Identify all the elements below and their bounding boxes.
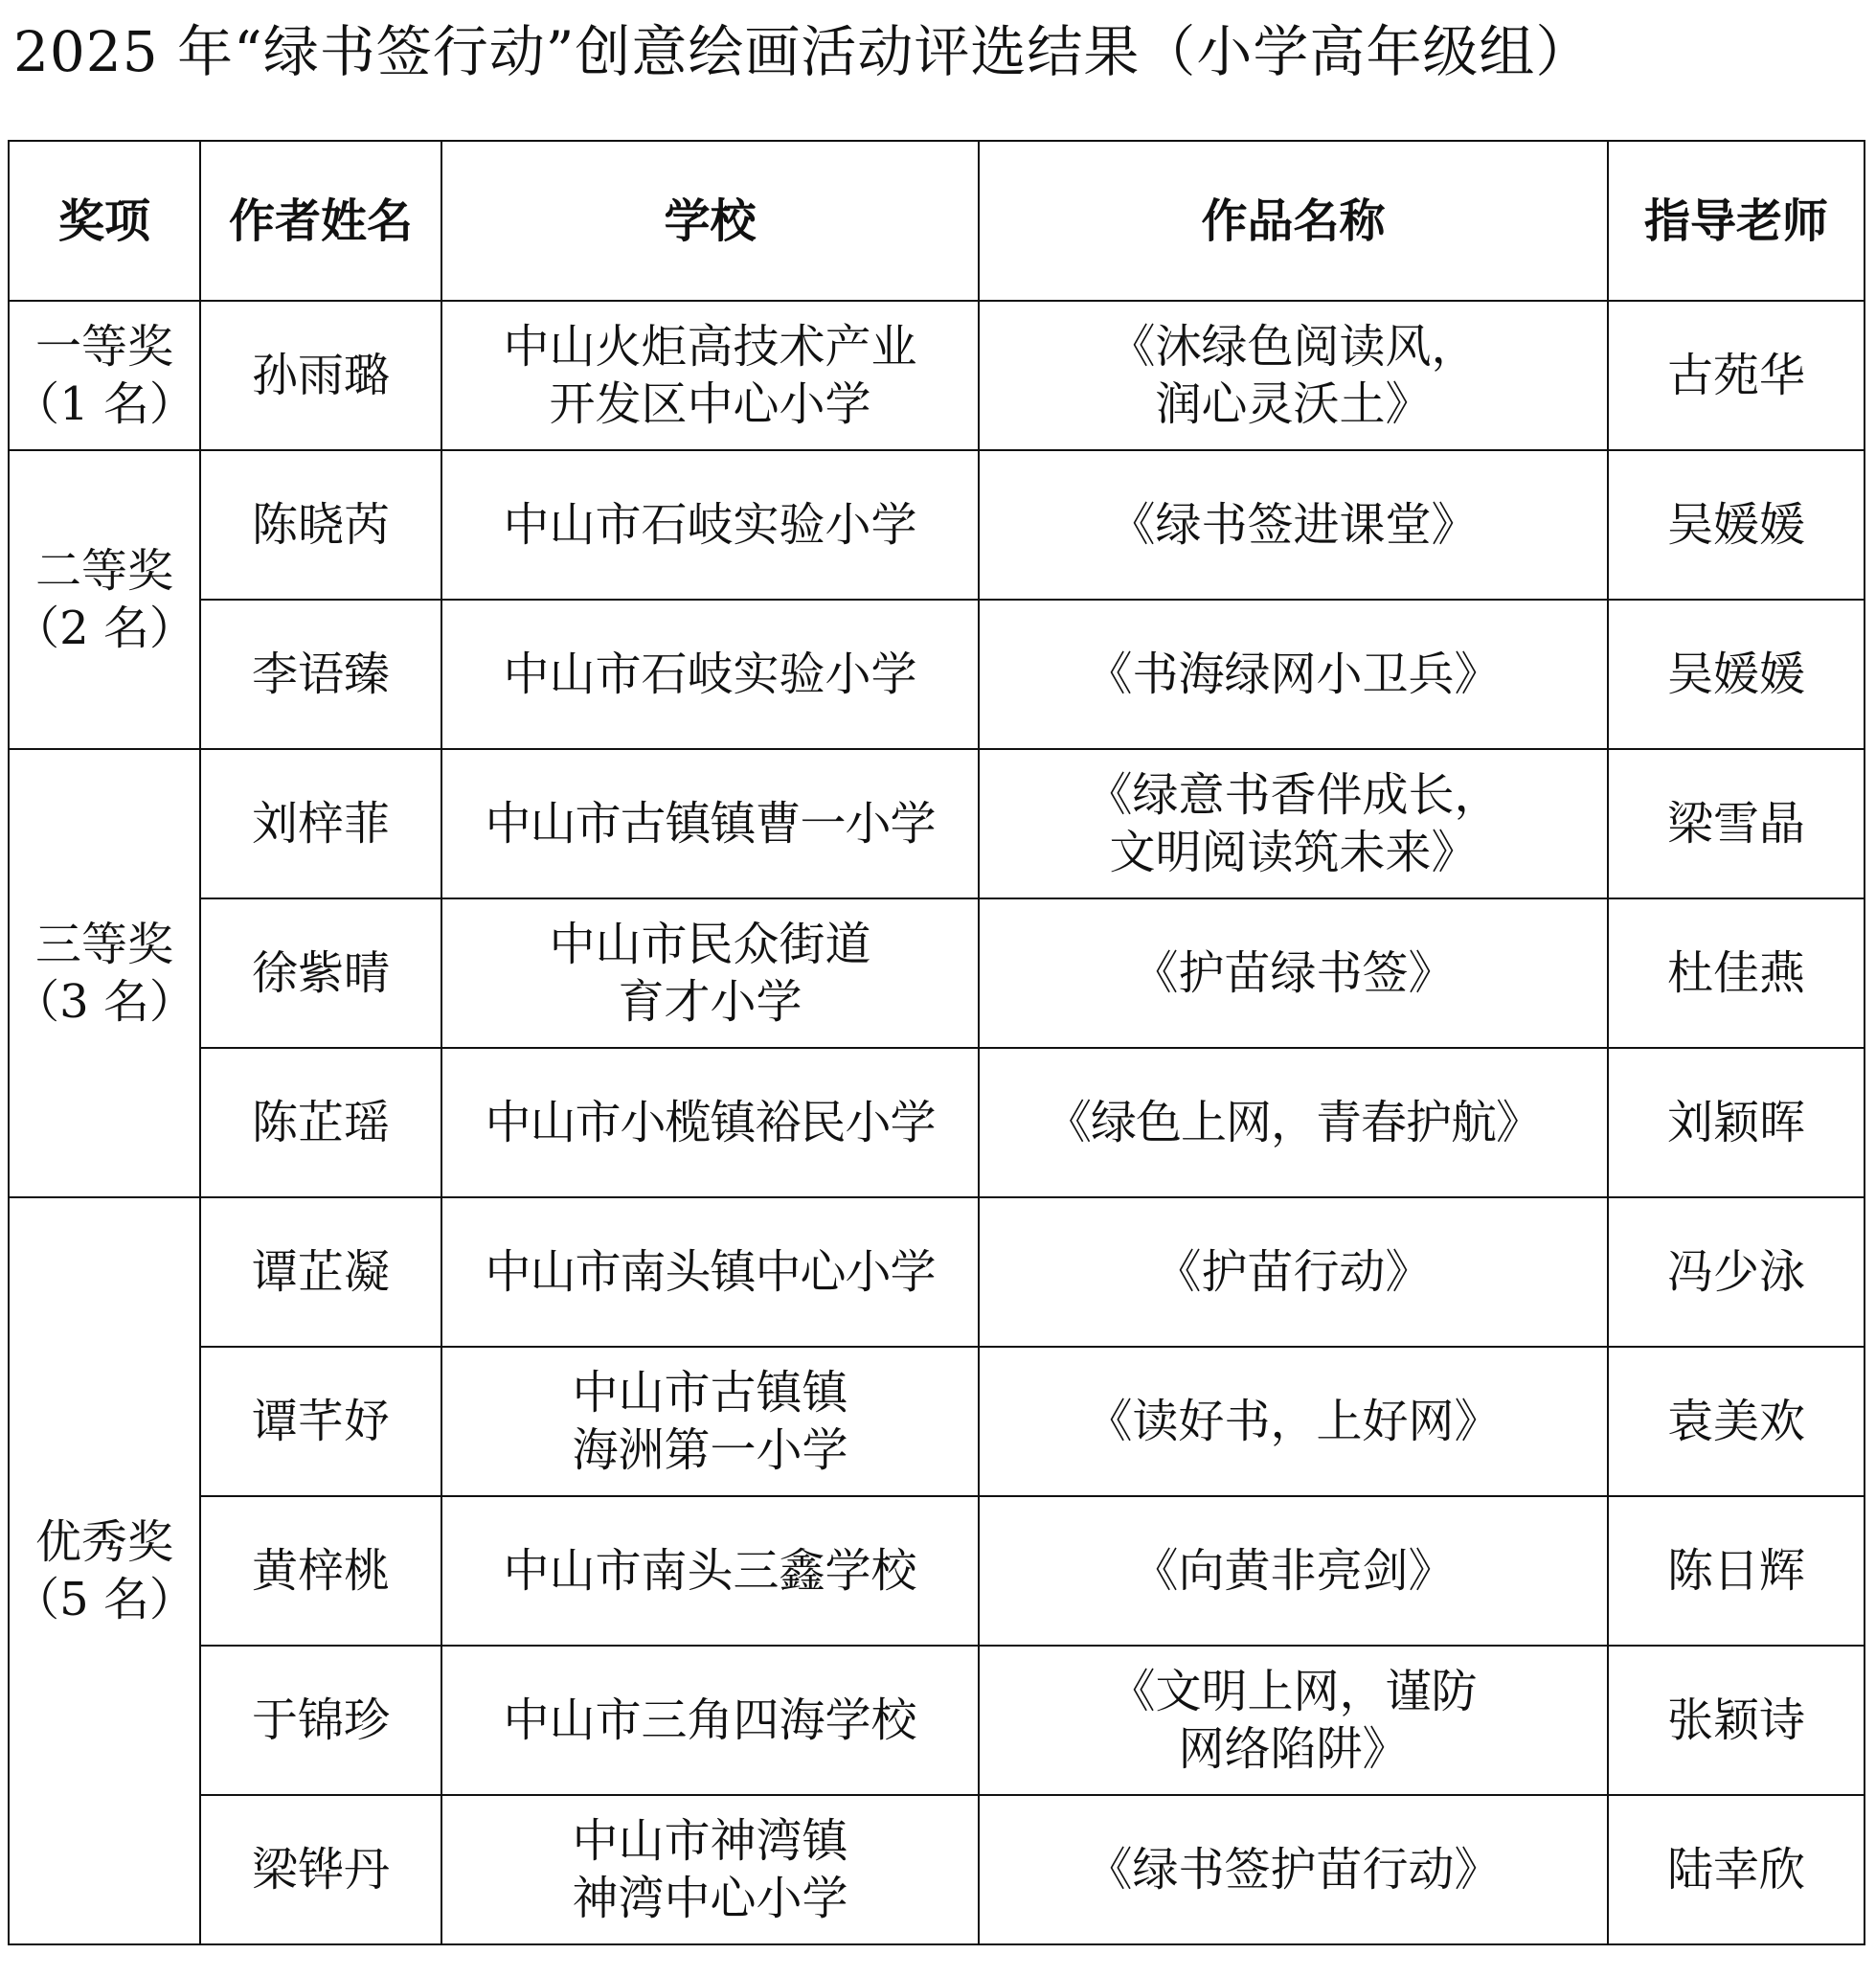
table-row	[9, 1496, 1865, 1646]
school-line: 中山市民众街道	[549, 918, 871, 971]
work-line: 《沐绿色阅读风，	[1109, 320, 1478, 374]
table-row	[9, 898, 1865, 1048]
award-count: （3 名）	[13, 975, 195, 1029]
work-cell	[979, 1646, 1608, 1795]
school-line: 开发区中心小学	[549, 377, 871, 431]
award-count: （2 名）	[13, 602, 195, 655]
table-row	[9, 1646, 1865, 1795]
award-second	[9, 450, 200, 749]
author-cell: 于锦珍	[200, 1646, 441, 1795]
school-line: 中山市南头三鑫学校	[503, 1544, 917, 1598]
school-cell	[441, 1197, 979, 1347]
work-line: 网络陷阱》	[1178, 1722, 1409, 1776]
award-excellence	[9, 1197, 200, 1944]
school-line: 中山市石岐实验小学	[503, 648, 917, 701]
header-author: 作者姓名	[200, 141, 441, 301]
author-cell: 陈芷瑶	[200, 1048, 441, 1197]
work-line: 《护苗行动》	[1155, 1245, 1432, 1299]
table-row	[9, 450, 1865, 600]
table-row	[9, 749, 1865, 898]
school-line: 中山市神湾镇	[572, 1814, 848, 1868]
school-line: 育才小学	[618, 975, 802, 1029]
school-cell	[441, 1347, 979, 1496]
school-line: 中山市古镇镇曹一小学	[485, 797, 936, 851]
school-line: 神湾中心小学	[572, 1872, 848, 1925]
header-teacher: 指导老师	[1608, 141, 1865, 301]
header-work: 作品名称	[979, 141, 1608, 301]
teacher-cell: 吴媛媛	[1608, 450, 1865, 600]
work-cell	[979, 1347, 1608, 1496]
award-name: 三等奖	[34, 918, 173, 971]
author-cell: 徐紫晴	[200, 898, 441, 1048]
award-name: 二等奖	[34, 544, 173, 598]
work-line: 《绿意书香伴成长，	[1086, 768, 1501, 822]
work-cell	[979, 1197, 1608, 1347]
school-cell	[441, 898, 979, 1048]
award-name: 优秀奖	[34, 1515, 173, 1569]
page-title: 2025 年“绿书签行动”创意绘画活动评选结果（小学高年级组）	[13, 19, 1593, 84]
work-line: 《读好书，上好网》	[1086, 1395, 1501, 1448]
work-cell	[979, 450, 1608, 600]
teacher-cell: 张颖诗	[1608, 1646, 1865, 1795]
award-name: 一等奖	[34, 320, 173, 374]
author-cell: 刘梓菲	[200, 749, 441, 898]
work-cell	[979, 898, 1608, 1048]
table-row	[9, 1795, 1865, 1944]
work-cell	[979, 301, 1608, 450]
author-cell: 谭芊妤	[200, 1347, 441, 1496]
school-cell	[441, 1795, 979, 1944]
teacher-cell: 冯少泳	[1608, 1197, 1865, 1347]
author-cell: 黄梓桃	[200, 1496, 441, 1646]
school-cell	[441, 749, 979, 898]
school-line: 海洲第一小学	[572, 1423, 848, 1477]
work-line: 《绿书签护苗行动》	[1086, 1843, 1501, 1897]
teacher-cell: 古苑华	[1608, 301, 1865, 450]
author-cell: 谭芷凝	[200, 1197, 441, 1347]
school-cell	[441, 1646, 979, 1795]
teacher-cell: 吴媛媛	[1608, 600, 1865, 749]
school-line: 中山市南头镇中心小学	[485, 1245, 936, 1299]
author-cell: 孙雨璐	[200, 301, 441, 450]
table-row	[9, 301, 1865, 450]
work-cell	[979, 600, 1608, 749]
school-cell	[441, 600, 979, 749]
table-row	[9, 1347, 1865, 1496]
results-table	[8, 140, 1865, 1945]
header-school: 学校	[441, 141, 979, 301]
teacher-cell: 刘颖晖	[1608, 1048, 1865, 1197]
school-line: 中山市小榄镇裕民小学	[485, 1096, 936, 1149]
table-row	[9, 1197, 1865, 1347]
table-row	[9, 1048, 1865, 1197]
teacher-cell: 梁雪晶	[1608, 749, 1865, 898]
work-line: 文明阅读筑未来》	[1109, 826, 1478, 879]
school-line: 中山市三角四海学校	[503, 1693, 917, 1747]
school-line: 中山市石岐实验小学	[503, 498, 917, 552]
header-row	[9, 141, 1865, 301]
table-row	[9, 600, 1865, 749]
school-cell	[441, 301, 979, 450]
work-line: 《绿色上网，青春护航》	[1045, 1096, 1541, 1149]
work-line: 《护苗绿书签》	[1132, 946, 1455, 1000]
work-line: 《书海绿网小卫兵》	[1086, 648, 1501, 701]
teacher-cell: 陈日辉	[1608, 1496, 1865, 1646]
work-line: 润心灵沃土》	[1155, 377, 1432, 431]
work-line: 《向黄非亮剑》	[1132, 1544, 1455, 1598]
author-cell: 李语臻	[200, 600, 441, 749]
award-count: （5 名）	[13, 1573, 195, 1626]
teacher-cell: 陆幸欣	[1608, 1795, 1865, 1944]
school-cell	[441, 450, 979, 600]
teacher-cell: 袁美欢	[1608, 1347, 1865, 1496]
school-line: 中山市古镇镇	[572, 1366, 848, 1420]
header-award: 奖项	[9, 141, 200, 301]
school-cell	[441, 1048, 979, 1197]
teacher-cell: 杜佳燕	[1608, 898, 1865, 1048]
award-count: （1 名）	[13, 377, 195, 431]
work-cell	[979, 1048, 1608, 1197]
award-third	[9, 749, 200, 1197]
author-cell: 陈晓芮	[200, 450, 441, 600]
author-cell: 梁铧丹	[200, 1795, 441, 1944]
work-cell	[979, 1795, 1608, 1944]
work-line: 《绿书签进课堂》	[1109, 498, 1478, 552]
award-first	[9, 301, 200, 450]
work-cell	[979, 749, 1608, 898]
school-line: 中山火炬高技术产业	[503, 320, 917, 374]
school-cell	[441, 1496, 979, 1646]
work-cell	[979, 1496, 1608, 1646]
work-line: 《文明上网，谨防	[1109, 1665, 1478, 1718]
